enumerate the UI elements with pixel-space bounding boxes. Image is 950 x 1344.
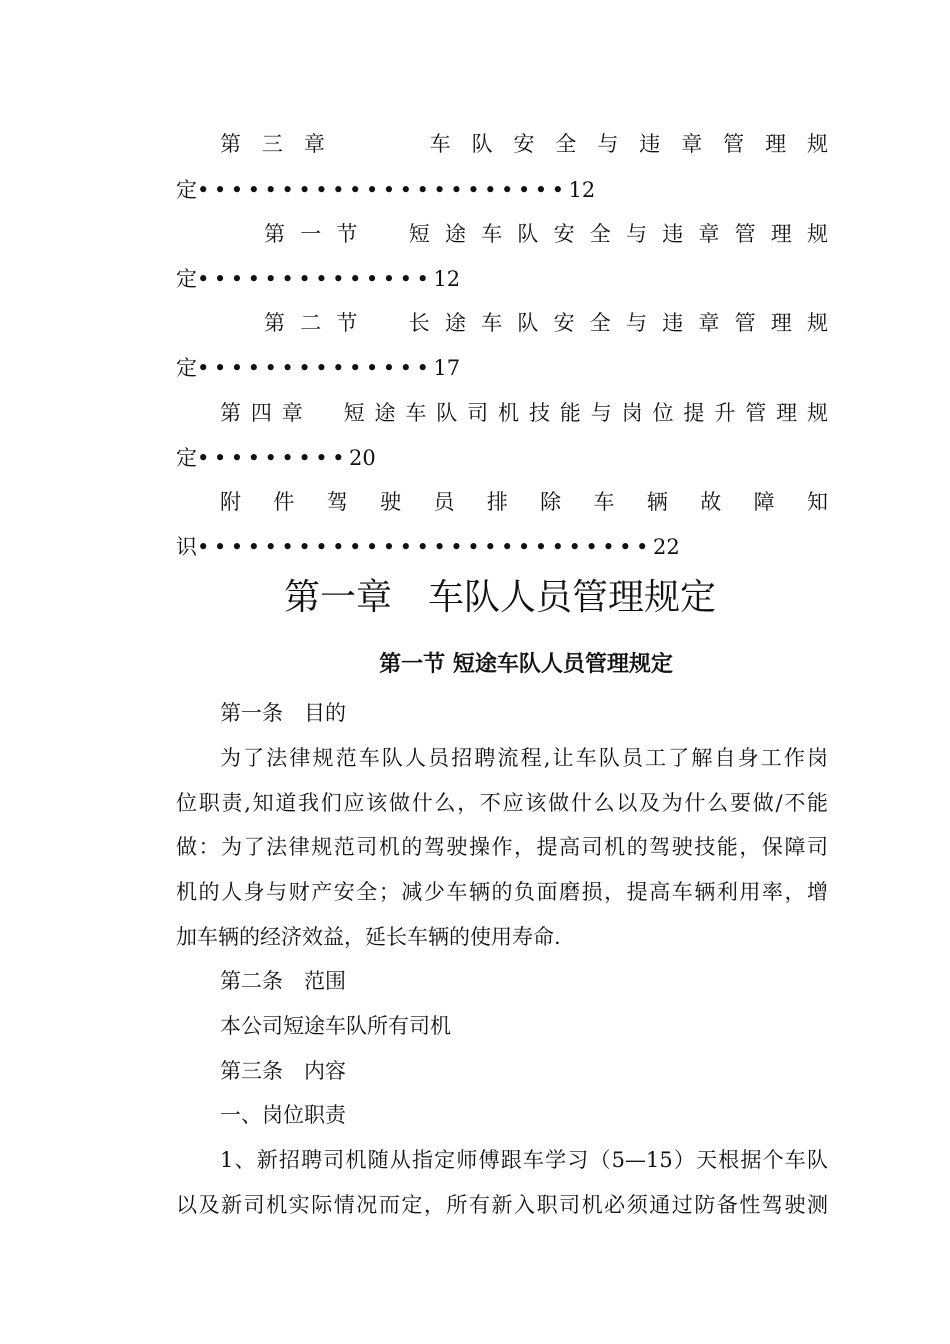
toc-page-number: 12 (433, 267, 461, 291)
paragraph-line: 本公司短途车队所有司机 (220, 1014, 451, 1038)
paragraph-line: 机的人身与财产安全；减少车辆的负面磨损，提高车辆利用率，增 (176, 880, 828, 904)
toc-entry-title (220, 131, 828, 157)
toc-entry-title (220, 489, 828, 515)
toc-title-tail: 定 (176, 446, 197, 470)
toc-title-text: 第一节 短途车队安全与违章管理规 (264, 222, 828, 246)
toc-entry-title (264, 310, 828, 336)
toc-page-number: 20 (348, 446, 376, 470)
chapter-title: 第一章 车队人员管理规定 (283, 577, 716, 618)
toc-entry-leader (176, 355, 828, 381)
toc-dot-leader: ••••••••• (197, 446, 349, 470)
paragraph-line: 为了法律规范车队人员招聘流程,让车队员工了解自身工作岗 (220, 746, 828, 770)
toc-dot-leader: •••••••••••••• (197, 267, 434, 291)
section-title: 第一节 短途车队人员管理规定 (379, 651, 673, 677)
toc-dot-leader: ••••••••••••••••••••••••••• (197, 535, 653, 559)
toc-entry-title (264, 221, 828, 247)
toc-title-tail: 识 (176, 535, 197, 559)
toc-title-text: 第三章 车队安全与违章管理规 (220, 132, 828, 156)
toc-entry-leader (176, 177, 828, 203)
toc-page-number: 17 (433, 356, 461, 380)
toc-page-number: 12 (568, 178, 596, 202)
subsection-heading: 一、岗位职责 (220, 1103, 346, 1127)
toc-dot-leader: •••••••••••••• (197, 356, 434, 380)
toc-title-tail: 定 (176, 356, 197, 380)
toc-entry-leader (176, 534, 828, 560)
toc-entry-title (220, 400, 828, 426)
paragraph-line: 1、新招聘司机随从指定师傅跟车学习（5—15）天根据个车队 (220, 1148, 828, 1172)
paragraph-line: 加车辆的经济效益，延长车辆的使用寿命. (176, 925, 561, 949)
toc-dot-leader: •••••••••••••••••••••• (197, 178, 569, 202)
toc-entry-leader (176, 445, 828, 471)
toc-title-text: 附件驾驶员排除车辆故障知 (220, 490, 828, 514)
toc-title-text: 第二节 长途车队安全与违章管理规 (264, 311, 828, 335)
paragraph-line: 做：为了法律规范司机的驾驶操作，提高司机的驾驶技能，保障司 (176, 835, 828, 859)
toc-page-number: 22 (652, 535, 680, 559)
toc-title-tail: 定 (176, 267, 197, 291)
article-heading: 第三条 内容 (220, 1059, 346, 1083)
paragraph-line: 位职责,知道我们应该做什么，不应该做什么以及为什么要做/不能 (176, 791, 828, 815)
toc-entry-leader (176, 266, 828, 292)
toc-title-text: 第四章 短途车队司机技能与岗位提升管理规 (220, 401, 828, 425)
article-heading: 第一条 目的 (220, 701, 346, 725)
paragraph-line: 以及新司机实际情况而定，所有新入职司机必须通过防备性驾驶测 (176, 1193, 828, 1217)
article-heading: 第二条 范围 (220, 969, 346, 993)
toc-title-tail: 定 (176, 178, 197, 202)
